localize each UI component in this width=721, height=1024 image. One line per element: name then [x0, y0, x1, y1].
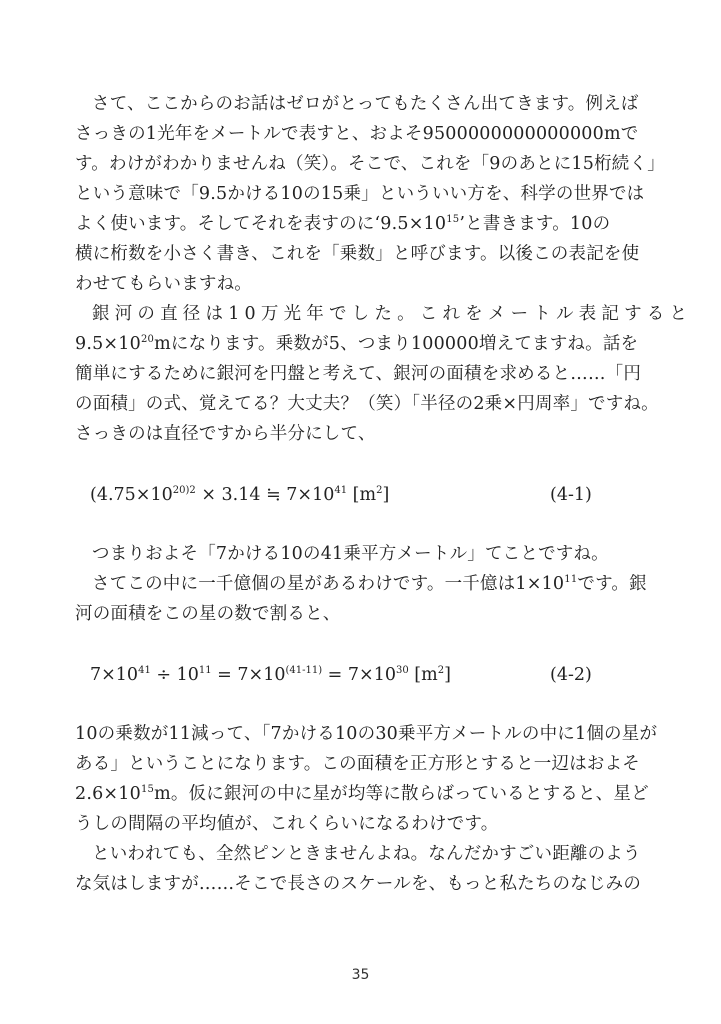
text-line: さっきのは直径ですから半分にして、 — [75, 424, 376, 444]
equation-4-2 — [90, 660, 650, 690]
equation-term: ÷ 10 — [150, 665, 199, 685]
superscript: (41-11) — [285, 665, 323, 676]
text-segment: 9.5×10 — [75, 334, 141, 354]
superscript: 30 — [395, 665, 409, 676]
text-segment: m。仮に銀河の中に星が均等に散らばっているとすると、星ど — [154, 784, 649, 804]
text-line: さて、ここからのお話はゼロがとってもたくさん出てきます。例えば — [92, 94, 639, 114]
equation-4-1 — [90, 480, 650, 510]
text-line: の面積」の式、覚えてる？大丈夫？（笑）「半径の2乗×円周率」ですね。 — [75, 394, 659, 414]
superscript: 41 — [334, 485, 348, 496]
superscript: 2 — [437, 665, 445, 676]
equation-term: = 7×10 — [322, 665, 396, 685]
text-segment: ’と書きます。10の — [459, 214, 611, 234]
text-line — [75, 779, 655, 809]
superscript: 20) — [172, 485, 190, 496]
text-line: わせてもらいますね。 — [75, 274, 252, 294]
text-line: な気はしますが……そこで長さのスケールを、もっと私たちのなじみの — [75, 874, 642, 894]
text-line: 簡単にするために銀河を円盤と考えて、銀河の面積を求めると……「円 — [75, 364, 642, 384]
text-line: 河の面積をこの星の数で割ると、 — [75, 604, 341, 624]
text-segment: です。銀 — [577, 574, 647, 594]
page-number: 35 — [351, 967, 370, 983]
text-line: す。わけがわかりませんね（笑）。そこで、これを「9のあとに15桁続く」 — [75, 154, 665, 174]
text-line — [92, 569, 672, 599]
superscript: 41 — [138, 665, 151, 676]
superscript: 20 — [140, 334, 155, 345]
equation-term: ] — [444, 665, 451, 685]
text-line: つまりおよそ「7かける10の41乗平方メートル」てことですね。 — [92, 544, 609, 564]
equation-term: [m — [408, 665, 438, 685]
text-segment: mになります。乗数が5、つまり100000増えてますね。話を — [154, 334, 639, 354]
superscript: 15 — [140, 784, 155, 795]
text-line: うしの間隔の平均値が、これくらいになるわけです。 — [75, 814, 499, 834]
equation-number: (4-1) — [550, 485, 592, 505]
text-line: 10の乗数が11減って、「7かける10の30乗平方メートルの中に1個の星が — [75, 724, 658, 744]
equation-term: ] — [382, 485, 390, 505]
text-line — [75, 209, 655, 239]
text-line: さっきの1光年をメートルで表すと、およそ9500000000000000mで — [75, 124, 639, 144]
text-line — [75, 329, 655, 359]
equation-term: = 7×10 — [211, 665, 286, 685]
equation-term: (4.75×10 — [90, 485, 173, 505]
text-line: という意味で「9.5かける10の15乗」といういい方を、科学の世界では — [75, 184, 645, 204]
superscript: 2 — [189, 485, 196, 496]
text-line: ある」ということになります。この面積を正方形とすると一辺はおよそ — [75, 754, 640, 774]
equation-term: 7×10 — [90, 665, 139, 685]
text-segment: さてこの中に一千億個の星があるわけです。一千億は1×10 — [92, 574, 565, 594]
superscript: 11 — [198, 665, 212, 676]
text-line: 銀河の直径は10万光年でした。これをメートル表記すると — [92, 304, 693, 324]
text-line: 横に桁数を小さく書き、これを「乗数」と呼びます。以後この表記を使 — [75, 244, 640, 264]
text-segment: 2.6×10 — [75, 784, 141, 804]
superscript: 15 — [446, 214, 460, 225]
equation-term: [m — [347, 485, 377, 505]
superscript: 11 — [564, 574, 578, 585]
superscript: 2 — [376, 485, 383, 496]
equation-number: (4-2) — [550, 665, 592, 685]
text-segment: よく使います。そしてそれを表すのに‘9.5×10 — [75, 214, 447, 234]
equation-term: × 3.14 ≒ 7×10 — [195, 485, 335, 505]
text-line: といわれても、全然ピンときませんよね。なんだかすごい距離のよう — [92, 844, 641, 864]
